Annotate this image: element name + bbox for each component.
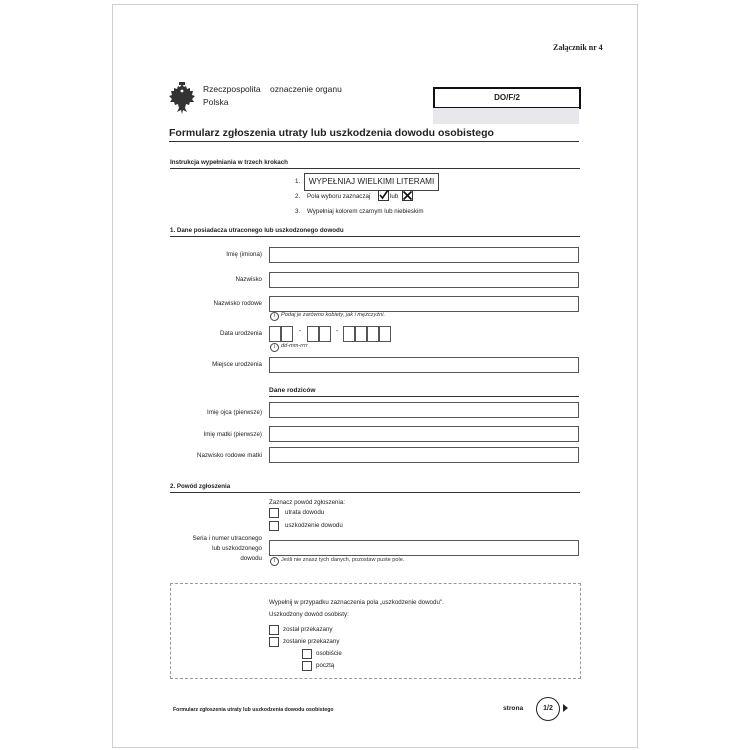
birth-year-digit3[interactable] [367, 326, 379, 342]
father-name-label: Imię ojca (pierwsze) [206, 409, 262, 416]
mother-family-name-field[interactable] [269, 447, 579, 463]
annex-label: Załącznik nr 4 [553, 43, 603, 52]
loss-option-label: utrata dowodu [285, 509, 325, 516]
step3-number: 3. [295, 208, 301, 215]
parents-heading: Dane rodziców [269, 387, 316, 394]
series-hint: Jeśli nie znasz tych danych, pozostaw puste pole. [281, 557, 405, 563]
reason-prompt: Zaznacz powód zgłoszenia: [269, 499, 346, 506]
date-separator: - [299, 328, 302, 335]
handed-over-checkbox[interactable] [269, 625, 279, 635]
damage-details-box [170, 583, 581, 679]
will-be-handed-checkbox[interactable] [269, 637, 279, 647]
damage-option-label: uszkodzenie dowodu [285, 522, 343, 529]
form-code-box: DO/F/2 [433, 87, 581, 109]
org-field-label: oznaczenie organu [270, 84, 342, 94]
series-label-line2: lub uszkodzonego [212, 545, 262, 552]
birth-date-hint: dd-mm-rrrr [281, 343, 308, 349]
family-name-hint: Podaj je zarówno kobiety, jak i mężczyźni. [281, 312, 386, 318]
org-designation-field[interactable] [433, 108, 579, 124]
section1-divider [170, 236, 580, 237]
series-label-line1: Seria i numer utraconego [192, 535, 262, 542]
family-name-field[interactable] [269, 296, 579, 312]
family-name-label: Nazwisko rodowe [213, 300, 262, 307]
page-word: strona [503, 705, 524, 712]
section2-divider [170, 492, 580, 493]
document-page [112, 4, 638, 748]
damage-note: Wypełnij w przypadku zaznaczenia pola „uszkodzenie dowodu". [269, 599, 444, 606]
damage-checkbox[interactable] [269, 521, 279, 531]
org-name-line2: Polska [203, 97, 229, 107]
birth-year-digit2[interactable] [355, 326, 367, 342]
birth-month-digit1[interactable] [307, 326, 319, 342]
date-separator: - [336, 328, 339, 335]
mother-name-field[interactable] [269, 426, 579, 442]
info-icon: i [270, 557, 279, 566]
section2-heading: 2. Powód zgłoszenia [170, 483, 231, 490]
birth-month-digit2[interactable] [319, 326, 331, 342]
first-names-label: Imię (imiona) [226, 251, 262, 258]
birth-day-digit1[interactable] [269, 326, 281, 342]
step2-text: Pola wyboru zaznaczaj [307, 193, 371, 200]
cross-example-icon [402, 190, 413, 201]
personally-checkbox[interactable] [302, 649, 312, 659]
info-icon: i [270, 343, 279, 352]
step3-text: Wypełniaj kolorem czarnym lub niebieskim [307, 208, 424, 215]
next-page-arrow-icon[interactable] [563, 704, 568, 712]
step2-number: 2. [295, 193, 301, 200]
birth-day-digit2[interactable] [281, 326, 293, 342]
father-name-field[interactable] [269, 402, 579, 418]
section1-heading: 1. Dane posiadacza utraconego lub uszkodzonego dowodu [170, 227, 344, 234]
step2-or: lub [390, 193, 399, 200]
page-number: 1/2 [536, 697, 560, 721]
series-number-field[interactable] [269, 540, 579, 556]
polish-eagle-emblem-icon [167, 81, 197, 115]
birth-date-label: Data urodzenia [220, 330, 262, 337]
birth-place-label: Miejsce urodzenia [212, 361, 262, 368]
instructions-divider [170, 168, 580, 169]
series-label-line3: dowodu [240, 555, 262, 562]
checkmark-example-icon [378, 190, 389, 201]
personally-label: osobiście [316, 650, 342, 657]
parents-divider [269, 396, 579, 397]
info-icon: i [270, 312, 279, 321]
birth-place-field[interactable] [269, 357, 579, 373]
step1-example-box: WYPEŁNIAJ WIELKIMI LITERAMI [304, 173, 439, 191]
org-name-line1: Rzeczpospolita [203, 84, 261, 94]
birth-year-digit4[interactable] [379, 326, 391, 342]
birth-year-digit1[interactable] [343, 326, 355, 342]
by-mail-label: pocztą [316, 662, 335, 669]
instructions-heading: Instrukcja wypełniania w trzech krokach [170, 159, 288, 166]
mother-family-name-label: Nazwisko rodowe matki [197, 452, 262, 459]
mother-name-label: Imię matki (pierwsze) [203, 431, 262, 438]
title-divider [169, 141, 579, 142]
surname-label: Nazwisko [235, 276, 262, 283]
loss-checkbox[interactable] [269, 508, 279, 518]
step1-number: 1. [295, 178, 301, 185]
will-be-handed-label: zostanie przekazany [283, 638, 340, 645]
by-mail-checkbox[interactable] [302, 661, 312, 671]
surname-field[interactable] [269, 272, 579, 288]
footer-form-name: Formularz zgłoszenia utraty lub uszkodzenia dowodu osobistego [173, 707, 334, 713]
damaged-doc-label: Uszkodzony dowód osobisty: [269, 611, 349, 618]
form-title: Formularz zgłoszenia utraty lub uszkodzenia dowodu osobistego [169, 127, 494, 139]
first-names-field[interactable] [269, 247, 579, 263]
handed-over-label: został przekazany [283, 626, 333, 633]
